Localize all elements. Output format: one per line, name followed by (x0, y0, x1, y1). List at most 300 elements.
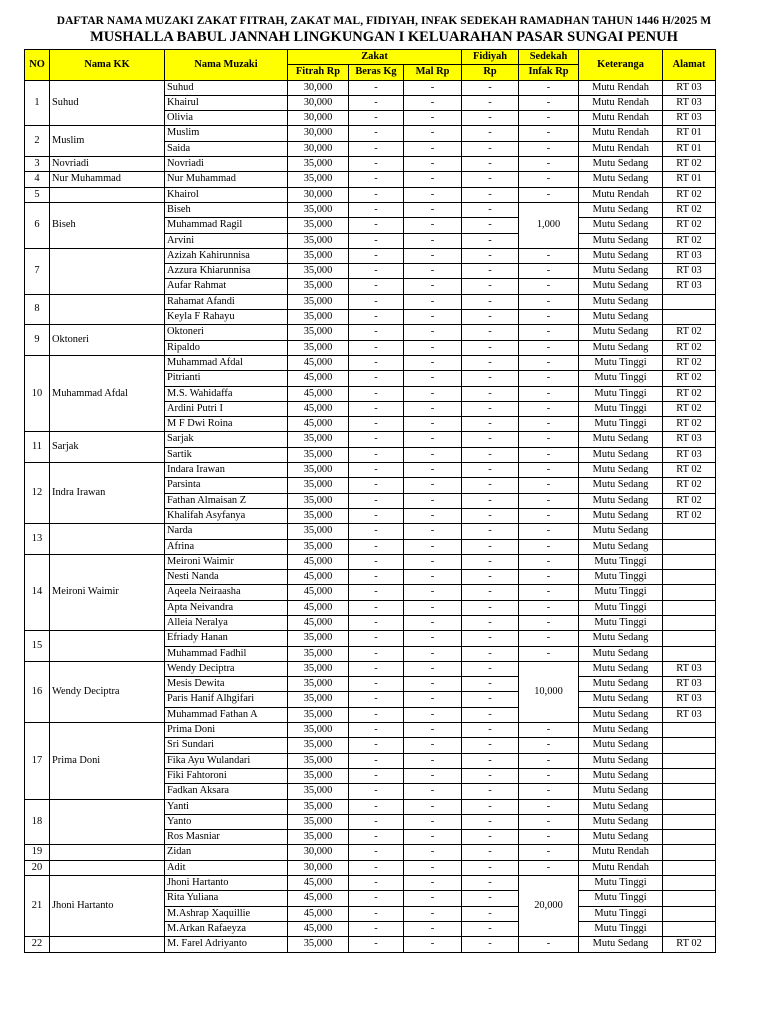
sedekah-infak-amount: - (519, 294, 579, 309)
beras-amount: - (349, 906, 404, 921)
mal-amount: - (404, 172, 462, 187)
fidiyah-amount: - (462, 340, 519, 355)
alamat-value (663, 294, 716, 309)
table-row (25, 554, 716, 569)
fidiyah-amount: - (462, 95, 519, 110)
keterangan-value: Mutu Sedang (579, 768, 663, 783)
fidiyah-amount: - (462, 432, 519, 447)
keterangan-value: Mutu Sedang (579, 202, 663, 217)
kepala-keluarga-name (50, 631, 165, 662)
row-number: 14 (25, 554, 50, 630)
beras-amount: - (349, 202, 404, 217)
table-row (25, 723, 716, 738)
alamat-value (663, 585, 716, 600)
alamat-value: RT 02 (663, 386, 716, 401)
beras-amount: - (349, 463, 404, 478)
fitrah-amount: 45,000 (288, 554, 349, 569)
mal-amount: - (404, 860, 462, 875)
keterangan-value: Mutu Tinggi (579, 371, 663, 386)
mal-amount: - (404, 937, 462, 952)
fitrah-amount: 35,000 (288, 631, 349, 646)
mal-amount: - (404, 646, 462, 661)
mal-amount: - (404, 814, 462, 829)
muzaki-name: Parsinta (165, 478, 288, 493)
kepala-keluarga-name (50, 799, 165, 845)
fidiyah-amount: - (462, 508, 519, 523)
sedekah-infak-amount: - (519, 524, 579, 539)
sedekah-infak-amount: - (519, 401, 579, 416)
fidiyah-amount: - (462, 478, 519, 493)
keterangan-value: Mutu Sedang (579, 937, 663, 952)
alamat-value: RT 03 (663, 677, 716, 692)
fidiyah-amount: - (462, 768, 519, 783)
fitrah-amount: 35,000 (288, 463, 349, 478)
fidiyah-amount: - (462, 202, 519, 217)
keterangan-value: Mutu Tinggi (579, 355, 663, 370)
row-number: 12 (25, 463, 50, 524)
muzaki-name: Rahamat Afandi (165, 294, 288, 309)
beras-amount: - (349, 799, 404, 814)
fidiyah-amount: - (462, 707, 519, 722)
keterangan-value: Mutu Sedang (579, 432, 663, 447)
muzaki-name: Aufar Rahmat (165, 279, 288, 294)
muzaki-name: Zidan (165, 845, 288, 860)
fitrah-amount: 35,000 (288, 814, 349, 829)
sedekah-infak-amount: - (519, 860, 579, 875)
sedekah-infak-amount: 20,000 (519, 876, 579, 937)
sedekah-infak-amount: - (519, 845, 579, 860)
beras-amount: - (349, 401, 404, 416)
sedekah-infak-amount: - (519, 493, 579, 508)
beras-amount: - (349, 264, 404, 279)
mal-amount: - (404, 248, 462, 263)
mal-amount: - (404, 539, 462, 554)
fidiyah-amount: - (462, 631, 519, 646)
fitrah-amount: 45,000 (288, 906, 349, 921)
alamat-value (663, 310, 716, 325)
row-number: 4 (25, 172, 50, 187)
keterangan-value: Mutu Tinggi (579, 921, 663, 936)
mal-amount: - (404, 784, 462, 799)
muzaki-name: Fadkan Aksara (165, 784, 288, 799)
keterangan-value: Mutu Sedang (579, 814, 663, 829)
beras-amount: - (349, 187, 404, 202)
fitrah-amount: 35,000 (288, 248, 349, 263)
keterangan-value: Mutu Sedang (579, 631, 663, 646)
fidiyah-amount: - (462, 799, 519, 814)
sedekah-infak-amount: - (519, 478, 579, 493)
fitrah-amount: 30,000 (288, 126, 349, 141)
fitrah-amount: 35,000 (288, 753, 349, 768)
sedekah-infak-amount: - (519, 325, 579, 340)
fidiyah-amount: - (462, 294, 519, 309)
mal-amount: - (404, 631, 462, 646)
fitrah-amount: 45,000 (288, 386, 349, 401)
row-number: 10 (25, 355, 50, 431)
alamat-value: RT 02 (663, 401, 716, 416)
kepala-keluarga-name (50, 937, 165, 952)
keterangan-value: Mutu Rendah (579, 845, 663, 860)
fidiyah-amount: - (462, 325, 519, 340)
sedekah-infak-amount: - (519, 248, 579, 263)
sedekah-infak-amount: - (519, 738, 579, 753)
muzaki-name: Azzura Khiarunnisa (165, 264, 288, 279)
fidiyah-amount: - (462, 80, 519, 95)
header-fidiyah-rp: Rp (462, 65, 519, 80)
muzaki-table (24, 49, 716, 953)
beras-amount: - (349, 554, 404, 569)
beras-amount: - (349, 340, 404, 355)
keterangan-value: Mutu Rendah (579, 860, 663, 875)
table-row (25, 937, 716, 952)
muzaki-name: M.Arkan Rafaeyza (165, 921, 288, 936)
fidiyah-amount: - (462, 860, 519, 875)
fitrah-amount: 35,000 (288, 432, 349, 447)
fitrah-amount: 45,000 (288, 417, 349, 432)
muzaki-name: Saida (165, 141, 288, 156)
muzaki-name: Efriady Hanan (165, 631, 288, 646)
keterangan-value: Mutu Sedang (579, 157, 663, 172)
keterangan-value: Mutu Tinggi (579, 554, 663, 569)
document-title-line1: DAFTAR NAMA MUZAKI ZAKAT FITRAH, ZAKAT MAL, FIDIYAH, INFAK SEDEKAH RAMADHAN TAHUN 1446 H/2025 M (56, 15, 712, 27)
fitrah-amount: 35,000 (288, 233, 349, 248)
beras-amount: - (349, 937, 404, 952)
keterangan-value: Mutu Sedang (579, 264, 663, 279)
alamat-value (663, 799, 716, 814)
alamat-value: RT 01 (663, 141, 716, 156)
alamat-value: RT 03 (663, 692, 716, 707)
keterangan-value: Mutu Tinggi (579, 417, 663, 432)
muzaki-name: M.S. Wahidaffa (165, 386, 288, 401)
table-row (25, 172, 716, 187)
mal-amount: - (404, 707, 462, 722)
fidiyah-amount: - (462, 279, 519, 294)
beras-amount: - (349, 661, 404, 676)
fitrah-amount: 45,000 (288, 876, 349, 891)
beras-amount: - (349, 447, 404, 462)
muzaki-name: Aqeela Neiraasha (165, 585, 288, 600)
alamat-value (663, 906, 716, 921)
keterangan-value: Mutu Sedang (579, 310, 663, 325)
keterangan-value: Mutu Sedang (579, 738, 663, 753)
alamat-value (663, 723, 716, 738)
kepala-keluarga-name: Suhud (50, 80, 165, 126)
beras-amount: - (349, 860, 404, 875)
fitrah-amount: 30,000 (288, 141, 349, 156)
alamat-value: RT 02 (663, 187, 716, 202)
beras-amount: - (349, 600, 404, 615)
alamat-value: RT 03 (663, 707, 716, 722)
mal-amount: - (404, 799, 462, 814)
alamat-value: RT 02 (663, 371, 716, 386)
beras-amount: - (349, 310, 404, 325)
header-keterangan: Keteranga (579, 50, 663, 81)
alamat-value: RT 02 (663, 233, 716, 248)
row-number: 19 (25, 845, 50, 860)
fidiyah-amount: - (462, 524, 519, 539)
keterangan-value: Mutu Sedang (579, 707, 663, 722)
sedekah-infak-amount: - (519, 447, 579, 462)
sedekah-infak-amount: - (519, 768, 579, 783)
alamat-value: RT 03 (663, 432, 716, 447)
fidiyah-amount: - (462, 554, 519, 569)
mal-amount: - (404, 233, 462, 248)
keterangan-value: Mutu Tinggi (579, 615, 663, 630)
muzaki-name: Khairul (165, 95, 288, 110)
sedekah-infak-amount: - (519, 417, 579, 432)
row-number: 21 (25, 876, 50, 937)
fitrah-amount: 30,000 (288, 860, 349, 875)
muzaki-name: Yanto (165, 814, 288, 829)
beras-amount: - (349, 248, 404, 263)
keterangan-value: Mutu Sedang (579, 784, 663, 799)
sedekah-infak-amount: - (519, 371, 579, 386)
document-title-line2: MUSHALLA BABUL JANNAH LINGKUNGAN I KELUARAHAN PASAR SUNGAI PENUH (90, 29, 678, 45)
mal-amount: - (404, 95, 462, 110)
fitrah-amount: 35,000 (288, 937, 349, 952)
table-row (25, 631, 716, 646)
fitrah-amount: 35,000 (288, 202, 349, 217)
muzaki-name: Oktoneri (165, 325, 288, 340)
row-number: 6 (25, 202, 50, 248)
muzaki-name: Sri Sundari (165, 738, 288, 753)
table-row (25, 432, 716, 447)
fitrah-amount: 35,000 (288, 677, 349, 692)
alamat-value (663, 554, 716, 569)
alamat-value (663, 738, 716, 753)
row-number: 17 (25, 723, 50, 799)
mal-amount: - (404, 768, 462, 783)
sedekah-infak-amount: - (519, 631, 579, 646)
sedekah-infak-amount: - (519, 279, 579, 294)
muzaki-name: Nesti Nanda (165, 570, 288, 585)
sedekah-infak-amount: - (519, 95, 579, 110)
alamat-value: RT 02 (663, 325, 716, 340)
alamat-value: RT 02 (663, 355, 716, 370)
kepala-keluarga-name: Biseh (50, 202, 165, 248)
kepala-keluarga-name: Oktoneri (50, 325, 165, 356)
fidiyah-amount: - (462, 937, 519, 952)
beras-amount: - (349, 615, 404, 630)
muzaki-name: Pitrianti (165, 371, 288, 386)
muzaki-name: Azizah Kahirunnisa (165, 248, 288, 263)
beras-amount: - (349, 646, 404, 661)
sedekah-infak-amount: - (519, 814, 579, 829)
mal-amount: - (404, 845, 462, 860)
fidiyah-amount: - (462, 417, 519, 432)
muzaki-name: M F Dwi Roina (165, 417, 288, 432)
keterangan-value: Mutu Rendah (579, 80, 663, 95)
mal-amount: - (404, 447, 462, 462)
sedekah-infak-amount: - (519, 585, 579, 600)
fidiyah-amount: - (462, 906, 519, 921)
table-row (25, 325, 716, 340)
fidiyah-amount: - (462, 921, 519, 936)
beras-amount: - (349, 355, 404, 370)
fitrah-amount: 35,000 (288, 325, 349, 340)
header-alamat: Alamat (663, 50, 716, 81)
keterangan-value: Mutu Sedang (579, 248, 663, 263)
table-row (25, 355, 716, 370)
sedekah-infak-amount: - (519, 539, 579, 554)
row-number: 9 (25, 325, 50, 356)
table-row (25, 799, 716, 814)
fitrah-amount: 35,000 (288, 707, 349, 722)
fitrah-amount: 35,000 (288, 340, 349, 355)
header-fidiyah: Fidiyah (462, 50, 519, 65)
fitrah-amount: 45,000 (288, 891, 349, 906)
sedekah-infak-amount: - (519, 386, 579, 401)
mal-amount: - (404, 830, 462, 845)
kepala-keluarga-name: Sarjak (50, 432, 165, 463)
beras-amount: - (349, 784, 404, 799)
keterangan-value: Mutu Sedang (579, 799, 663, 814)
keterangan-value: Mutu Tinggi (579, 386, 663, 401)
fidiyah-amount: - (462, 187, 519, 202)
muzaki-name: Prima Doni (165, 723, 288, 738)
muzaki-name: Suhud (165, 80, 288, 95)
keterangan-value: Mutu Sedang (579, 677, 663, 692)
sedekah-infak-amount: - (519, 753, 579, 768)
alamat-value (663, 830, 716, 845)
sedekah-infak-amount: - (519, 799, 579, 814)
beras-amount: - (349, 723, 404, 738)
sedekah-infak-amount: - (519, 784, 579, 799)
keterangan-value: Mutu Tinggi (579, 600, 663, 615)
fidiyah-amount: - (462, 126, 519, 141)
beras-amount: - (349, 95, 404, 110)
beras-amount: - (349, 493, 404, 508)
alamat-value: RT 03 (663, 279, 716, 294)
fitrah-amount: 35,000 (288, 310, 349, 325)
alamat-value: RT 03 (663, 248, 716, 263)
muzaki-name: Ardini Putri I (165, 401, 288, 416)
alamat-value (663, 570, 716, 585)
fitrah-amount: 35,000 (288, 768, 349, 783)
keterangan-value: Mutu Tinggi (579, 906, 663, 921)
alamat-value (663, 539, 716, 554)
muzaki-name: M. Farel Adriyanto (165, 937, 288, 952)
mal-amount: - (404, 202, 462, 217)
fidiyah-amount: - (462, 600, 519, 615)
keterangan-value: Mutu Sedang (579, 692, 663, 707)
muzaki-name: Afrina (165, 539, 288, 554)
fidiyah-amount: - (462, 264, 519, 279)
mal-amount: - (404, 508, 462, 523)
kepala-keluarga-name: Wendy Deciptra (50, 661, 165, 722)
fitrah-amount: 45,000 (288, 615, 349, 630)
beras-amount: - (349, 921, 404, 936)
beras-amount: - (349, 386, 404, 401)
kepala-keluarga-name (50, 294, 165, 325)
beras-amount: - (349, 371, 404, 386)
fidiyah-amount: - (462, 753, 519, 768)
beras-amount: - (349, 508, 404, 523)
header-fitrah: Fitrah Rp (288, 65, 349, 80)
muzaki-name: Sarjak (165, 432, 288, 447)
row-number: 5 (25, 187, 50, 202)
kepala-keluarga-name (50, 860, 165, 875)
muzaki-name: Muhammad Fathan A (165, 707, 288, 722)
keterangan-value: Mutu Tinggi (579, 876, 663, 891)
fidiyah-amount: - (462, 233, 519, 248)
fitrah-amount: 35,000 (288, 738, 349, 753)
keterangan-value: Mutu Rendah (579, 95, 663, 110)
keterangan-value: Mutu Rendah (579, 126, 663, 141)
muzaki-name: Rita Yuliana (165, 891, 288, 906)
mal-amount: - (404, 554, 462, 569)
beras-amount: - (349, 677, 404, 692)
sedekah-infak-amount: - (519, 554, 579, 569)
fidiyah-amount: - (462, 141, 519, 156)
keterangan-value: Mutu Sedang (579, 463, 663, 478)
alamat-value: RT 02 (663, 508, 716, 523)
fidiyah-amount: - (462, 218, 519, 233)
keterangan-value: Mutu Sedang (579, 493, 663, 508)
fidiyah-amount: - (462, 493, 519, 508)
sedekah-infak-amount: - (519, 508, 579, 523)
keterangan-value: Mutu Sedang (579, 646, 663, 661)
mal-amount: - (404, 325, 462, 340)
beras-amount: - (349, 768, 404, 783)
keterangan-value: Mutu Sedang (579, 172, 663, 187)
keterangan-value: Mutu Rendah (579, 187, 663, 202)
sedekah-infak-amount: - (519, 646, 579, 661)
row-number: 3 (25, 157, 50, 172)
fitrah-amount: 35,000 (288, 661, 349, 676)
sedekah-infak-amount: - (519, 937, 579, 952)
fidiyah-amount: - (462, 615, 519, 630)
muzaki-name: Fika Ayu Wulandari (165, 753, 288, 768)
fidiyah-amount: - (462, 891, 519, 906)
keterangan-value: Mutu Tinggi (579, 401, 663, 416)
alamat-value: RT 03 (663, 111, 716, 126)
alamat-value (663, 646, 716, 661)
mal-amount: - (404, 401, 462, 416)
fitrah-amount: 45,000 (288, 355, 349, 370)
muzaki-name: Jhoni Hartanto (165, 876, 288, 891)
fitrah-amount: 45,000 (288, 570, 349, 585)
muzaki-name: Mesis Dewita (165, 677, 288, 692)
mal-amount: - (404, 738, 462, 753)
alamat-value: RT 03 (663, 264, 716, 279)
mal-amount: - (404, 310, 462, 325)
fitrah-amount: 35,000 (288, 493, 349, 508)
muzaki-name: Muhammad Fadhil (165, 646, 288, 661)
mal-amount: - (404, 692, 462, 707)
table-row (25, 126, 716, 141)
mal-amount: - (404, 753, 462, 768)
header-sedekah: Sedekah (519, 50, 579, 65)
mal-amount: - (404, 463, 462, 478)
header-mal: Mal Rp (404, 65, 462, 80)
keterangan-value: Mutu Sedang (579, 218, 663, 233)
fidiyah-amount: - (462, 570, 519, 585)
alamat-value: RT 03 (663, 95, 716, 110)
table-row (25, 80, 716, 95)
muzaki-name: Nur Muhammad (165, 172, 288, 187)
sedekah-infak-amount: - (519, 80, 579, 95)
muzaki-name: Narda (165, 524, 288, 539)
row-number: 11 (25, 432, 50, 463)
fidiyah-amount: - (462, 646, 519, 661)
mal-amount: - (404, 126, 462, 141)
fitrah-amount: 35,000 (288, 478, 349, 493)
row-number: 18 (25, 799, 50, 845)
kepala-keluarga-name: Meironi Waimir (50, 554, 165, 630)
table-row (25, 294, 716, 309)
beras-amount: - (349, 172, 404, 187)
